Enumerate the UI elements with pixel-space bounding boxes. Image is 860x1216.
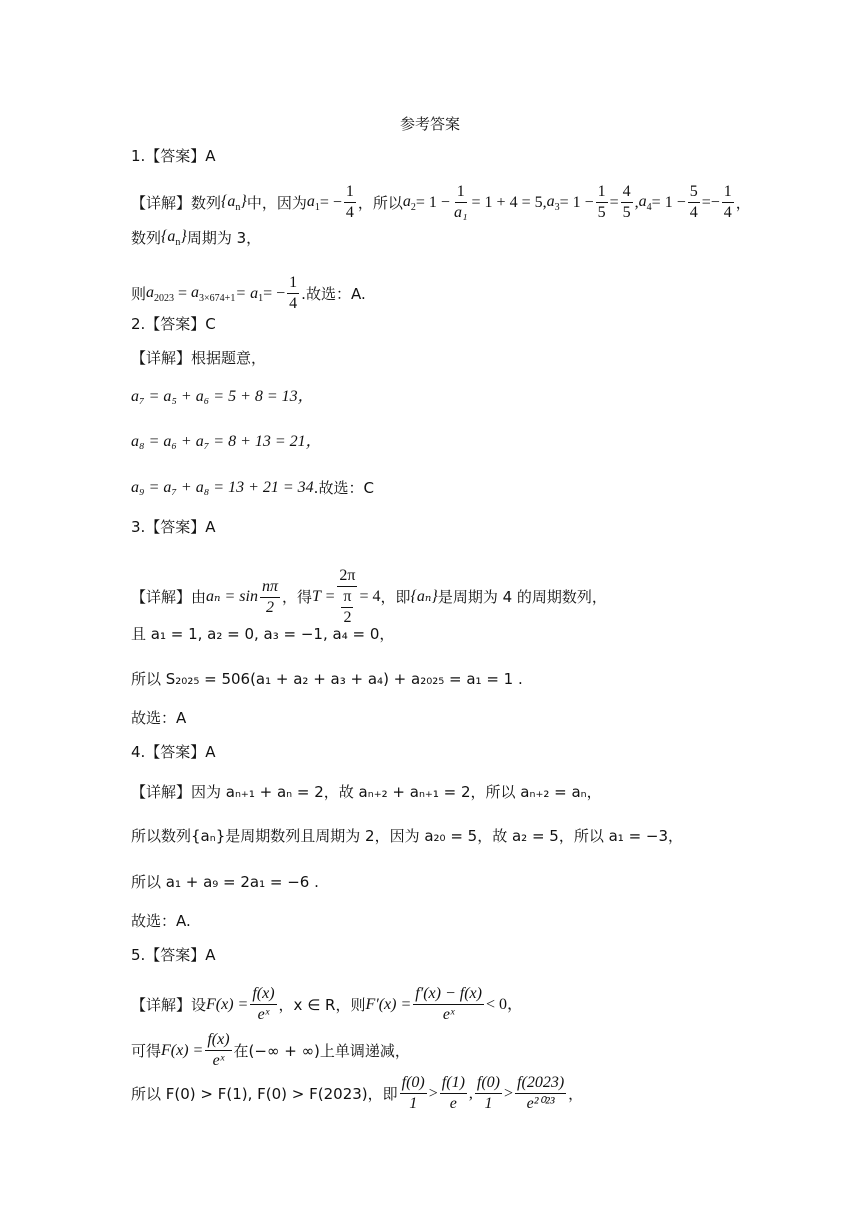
answer-1: 1.【答案】A	[131, 147, 216, 165]
text: 2π	[337, 566, 357, 587]
fraction	[205, 1030, 231, 1071]
text: 4	[689, 204, 698, 221]
text: .故选：A.	[301, 284, 366, 303]
detail-3-line-4: 故选：A	[131, 709, 187, 727]
text: < 0，	[485, 995, 524, 1013]
text: = 1 −	[559, 193, 594, 211]
text: F′(x) =	[365, 995, 412, 1013]
text: 在(−∞ + ∞)上单调递减，	[233, 1041, 410, 1060]
text: π	[341, 587, 353, 608]
text: 【详解】由	[131, 588, 207, 606]
answer-4: 4.【答案】A	[131, 743, 216, 761]
answer-3: 3.【答案】A	[131, 518, 216, 536]
text: 4	[289, 295, 298, 312]
text: a₉ = a₇ + a₈ = 13 + 21 = 34	[131, 479, 314, 496]
text: 5	[688, 182, 700, 203]
text: {a	[221, 192, 236, 210]
text: eˣ	[257, 1006, 270, 1023]
text: 周期为 3，	[186, 229, 262, 247]
seq-braces	[221, 192, 247, 214]
detail-4-line-1: 【详解】因为 aₙ₊₁ + aₙ = 2，故 aₙ₊₂ + aₙ₊₁ = 2，所以 aₙ₊₂ = aₙ，	[131, 783, 602, 801]
text: eˣ	[212, 1052, 225, 1069]
math: $a_4$	[638, 192, 652, 213]
text: 所以 F(0) > F(1), F(0) > F(2023)，即	[131, 1084, 398, 1103]
text: 1	[258, 292, 264, 304]
fraction	[722, 182, 734, 223]
text: = 4	[359, 588, 381, 605]
text: 2	[343, 609, 352, 626]
detail-2-line-3	[131, 478, 374, 498]
text: 数列	[131, 229, 162, 247]
text: =	[701, 193, 711, 211]
text: e²⁰²³	[526, 1095, 555, 1112]
text: f(x)	[205, 1030, 231, 1051]
fraction	[413, 984, 484, 1025]
text: }	[240, 192, 247, 210]
text: a	[306, 192, 315, 210]
text: 5	[622, 204, 631, 221]
math: $a_3$	[546, 192, 560, 213]
detail-5-line-3: 所以 F(0) > F(1), F(0) > F(2023)，即 $\frac{f(0)}{1}$ > $\frac{f(1)}{e}$ , $\frac{f(0)}{1}$ > $\frac{f(2023)}{\text{e²⁰²³}}$ ，	[131, 1074, 584, 1112]
text: nπ	[260, 577, 280, 598]
detail-5-line-1	[131, 984, 523, 1025]
text: F(x) =	[161, 1041, 204, 1059]
fraction	[452, 182, 470, 223]
detail-3-line-2: 且 a₁ = 1, a₂ = 0, a₃ = −1, a₄ = 0，	[131, 625, 395, 643]
text: aₙ = sin	[206, 588, 258, 605]
fraction	[596, 182, 608, 223]
answer-2: 2.【答案】C	[131, 315, 216, 333]
answer-5: 5.【答案】A	[131, 946, 216, 964]
text: .故选：C	[313, 479, 374, 497]
fraction	[344, 182, 356, 223]
detail-3-line-3: 所以 S₂₀₂₅ = 506(a₁ + a₂ + a₃ + a₄) + a₂₀₂₅ = a₁ = 1 .	[131, 670, 523, 688]
detail-2-line-1: a₇ = a₅ + a₆ = 5 + 8 = 13，	[131, 388, 314, 405]
detail-5-line-2	[131, 1030, 410, 1071]
fraction	[515, 1073, 566, 1114]
text: n	[235, 201, 241, 213]
text: ，	[568, 1084, 584, 1103]
text: 5	[597, 204, 606, 221]
text: ，所以	[357, 193, 403, 212]
text: 2023	[154, 292, 175, 304]
detail-2-line-2: a₈ = a₆ + a₇ = 8 + 13 = 21，	[131, 433, 322, 450]
compound-fraction	[337, 566, 357, 628]
fraction	[287, 273, 299, 314]
text: f(2023)	[515, 1073, 566, 1094]
text: =	[609, 193, 619, 211]
math	[307, 192, 320, 214]
text: 中，因为	[246, 193, 307, 212]
text: ，即	[380, 588, 411, 606]
text: 1	[344, 182, 356, 203]
detail-1-line-2: 数列 $\{a_n\}$ 周期为 3，	[131, 228, 262, 248]
text: 1	[484, 1095, 493, 1112]
fraction	[688, 182, 700, 223]
text: ，x ∈ R，则	[278, 995, 366, 1014]
text: 4	[345, 204, 354, 221]
fraction	[475, 1073, 502, 1114]
text: = 1 −	[415, 193, 450, 211]
text: a₁	[453, 204, 468, 221]
text: T =	[312, 588, 336, 605]
text: ，	[735, 193, 751, 212]
detail-3-line-1	[131, 566, 607, 628]
fraction	[440, 1073, 467, 1114]
text: 1	[455, 182, 467, 203]
text: F(x) =	[206, 995, 249, 1013]
text: {aₙ}	[410, 588, 438, 605]
text: f(0)	[475, 1073, 502, 1094]
fraction	[250, 984, 276, 1025]
text: f(0)	[400, 1073, 427, 1094]
fraction	[400, 1073, 427, 1114]
text: 1	[287, 273, 299, 294]
text: 2	[265, 598, 274, 616]
text: eˣ	[442, 1006, 455, 1023]
text: e	[449, 1095, 457, 1112]
detail-2: 【详解】根据题意，	[131, 349, 267, 367]
text: 可得	[131, 1041, 162, 1060]
detail-1-line-3: 则 $a_{2023}$ = $a_{3\times 674+1}$ = a $_1$ = − $\frac{1}{4}$ .故选：A.	[131, 274, 366, 312]
text: 【详解】设	[131, 995, 207, 1014]
text: f′(x) − f(x)	[413, 984, 484, 1005]
math: $a_2$	[402, 192, 416, 213]
text: 1	[722, 182, 734, 203]
text: 1	[314, 201, 320, 213]
detail-4-line-3: 所以 a₁ + a₉ = 2a₁ = −6 .	[131, 873, 319, 891]
text: 是周期为 4 的周期数列，	[437, 588, 607, 606]
text: ,	[468, 1084, 473, 1102]
text: 4	[723, 204, 732, 221]
text: = a	[235, 284, 259, 302]
detail-4-line-2: 所以数列{aₙ}是周期数列且周期为 2，因为 a₂₀ = 5，故 a₂ = 5，所以 a₁ = −3，	[131, 827, 684, 845]
text: f(x)	[250, 984, 276, 1005]
text: = 1 + 4 = 5,	[471, 193, 547, 211]
text: 4	[621, 182, 633, 203]
text: 1	[409, 1095, 418, 1112]
text: >	[428, 1084, 438, 1102]
text: f(1)	[440, 1073, 467, 1094]
text: ，得	[281, 588, 312, 606]
detail-4-line-4: 故选：A.	[131, 912, 191, 930]
fraction	[260, 577, 280, 618]
text: = −	[319, 193, 342, 211]
text: 【详解】数列	[131, 193, 222, 212]
text: 则	[131, 284, 147, 303]
page-title: 参考答案	[399, 115, 460, 133]
text: = 1 −	[651, 193, 686, 211]
text: 1	[596, 182, 608, 203]
fraction	[621, 182, 633, 223]
text: = −	[263, 284, 286, 302]
detail-1-line-1: 【详解】数列 $\{a_n\}$ 中，因为 $a_1$ = − $\frac{1}{4}$ ，所以 $a_2$ = 1 − $\frac{1}{\text{a₁}}$ = 1 + 4 = 5, $a_3$ = 1 − $\frac{1}{5}$ = $\frac{4}{5}$ , $a_4$ = 1 − $\frac{5}{4}$ = − $\frac{1}{4}$ ，	[131, 183, 751, 221]
text: 3×674+1	[199, 292, 236, 304]
